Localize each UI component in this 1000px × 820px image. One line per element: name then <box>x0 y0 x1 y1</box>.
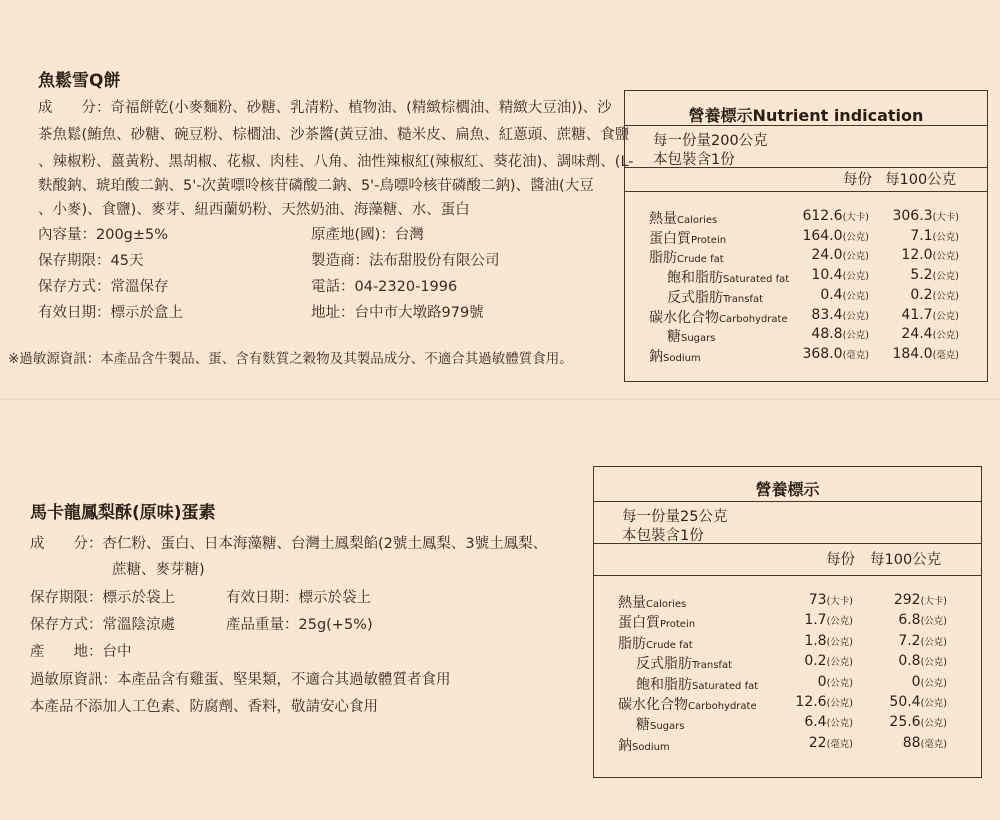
per-serving-value <box>811 326 869 342</box>
nutrient-unit: (公克) <box>826 657 853 669</box>
nutrient-unit: (公克) <box>826 636 853 648</box>
servings-per-package: 本包裝含1份 <box>653 152 735 168</box>
nutrient-name-en: Calories <box>677 215 718 226</box>
per-100g-value <box>910 267 959 283</box>
per-100g-value <box>889 694 947 710</box>
product1-ingredients-line: 成 分：奇福餅乾(小麥麵粉、砂糖、乳清粉、植物油、(精緻棕櫚油、精緻大豆油))、沙 <box>38 100 612 116</box>
product2-ingredients-line: 蔗糖、麥芽糖) <box>112 562 205 578</box>
nutrient-unit: (公克) <box>842 251 869 263</box>
nutrient-unit: (公克) <box>932 271 959 283</box>
nutrient-name-zh: 脂肪 <box>649 250 677 267</box>
product1-title: 魚鬆雪Q餅 <box>38 71 121 91</box>
nutrient-value: 0.8 <box>898 653 921 670</box>
nutrient-unit: (公克) <box>842 330 869 342</box>
nutrient-unit: (公克) <box>842 231 869 243</box>
nutrient-value: 73 <box>808 592 827 608</box>
nutrient-unit: (公克) <box>920 698 947 709</box>
nutrient-name-zh: 飽和脂肪 <box>636 676 692 693</box>
nutrient-unit: (公克) <box>920 616 947 628</box>
nutrient-name <box>618 592 686 612</box>
nutrient-name <box>649 208 717 228</box>
product1-ingredients-line: 、小麥)、食鹽)、麥芽、紐西蘭奶粉、天然奶油、海藻糖、水、蛋白 <box>38 202 470 218</box>
nutrition-rule <box>594 543 981 544</box>
nutrient-value: 50.4 <box>889 694 921 710</box>
nutrient-value: 12.0 <box>901 247 933 264</box>
nutrient-value: 0 <box>817 673 827 690</box>
nutrient-value: 1.8 <box>804 632 827 649</box>
per-serving-value <box>818 674 853 690</box>
nutrition-row <box>625 346 987 367</box>
nutrient-name <box>667 267 789 287</box>
product1-storage: 保存方式：常溫保存 <box>38 279 169 295</box>
per-serving-value <box>809 735 853 751</box>
product1-address: 地址：台中市大墩路979號 <box>311 305 484 321</box>
nutrient-unit: (毫克) <box>932 349 959 361</box>
nutrient-value: 24.0 <box>811 247 843 264</box>
nutrient-name-zh: 碳水化合物 <box>618 697 688 713</box>
nutrient-value: 7.1 <box>910 227 933 244</box>
product1-ingredients-line: 、辣椒粉、薑黃粉、黑胡椒、花椒、肉桂、八角、油性辣椒紅(辣椒紅、葵花油)、調味劑、(L- <box>38 154 634 170</box>
nutrition-row <box>594 735 981 756</box>
nutrient-name-zh: 鈉 <box>649 348 663 365</box>
product1-manufacturer: 製造商：法布甜股份有限公司 <box>311 253 500 269</box>
per-serving-value <box>809 592 853 608</box>
nutrient-name-zh: 糖 <box>636 717 650 734</box>
nutrient-unit: (毫克) <box>826 738 853 750</box>
nutrition-row <box>594 592 981 613</box>
nutrient-name-zh: 熱量 <box>618 595 646 611</box>
nutrient-name-en: Sodium <box>663 352 701 364</box>
nutrient-name-zh: 碳水化合物 <box>649 309 719 326</box>
product1-net-content: 內容量：200g±5% <box>38 227 169 243</box>
nutrition-row <box>594 714 981 735</box>
nutrient-unit: (公克) <box>932 290 959 302</box>
nutrient-name-en: Saturated fat <box>723 274 790 286</box>
product2-nutrition-table <box>593 466 982 778</box>
per-serving-value <box>811 247 869 263</box>
nutrient-unit: (公克) <box>826 718 853 730</box>
nutrient-value: 0.2 <box>804 653 827 670</box>
per-100g-value <box>898 633 947 649</box>
nutrient-name-zh: 飽和脂肪 <box>667 270 723 287</box>
per-100g-value <box>898 612 947 628</box>
nutrient-unit: (公克) <box>826 677 853 689</box>
per-serving-value <box>811 307 869 323</box>
nutrient-value: 12.6 <box>795 694 827 710</box>
nutrient-name <box>618 735 670 755</box>
nutrient-value: 83.4 <box>811 306 843 323</box>
nutrient-value: 10.4 <box>811 267 843 284</box>
nutrition-row <box>625 287 987 308</box>
nutrient-unit: (大卡) <box>842 212 869 223</box>
nutrient-name-zh: 熱量 <box>649 211 677 227</box>
nutrient-value: 6.8 <box>898 612 921 629</box>
nutrient-value: 292 <box>893 592 921 608</box>
nutrient-value: 612.6 <box>802 208 843 224</box>
nutrient-name <box>636 714 684 734</box>
nutrient-name-en: Carbohydrate <box>719 313 788 325</box>
nutrient-unit: (公克) <box>842 271 869 283</box>
nutrient-name <box>667 287 763 307</box>
nutrient-unit: (公克) <box>932 330 959 342</box>
nutrient-name <box>649 307 788 327</box>
nutrient-name-zh: 反式脂肪 <box>636 656 692 673</box>
nutrient-value: 306.3 <box>892 208 933 224</box>
product2-storage: 保存方式：常溫陰涼處 <box>30 617 175 633</box>
nutrient-name-zh: 鈉 <box>618 737 632 754</box>
per-100g-value <box>903 735 947 751</box>
nutrition-row <box>594 674 981 695</box>
nutrient-name-zh: 反式脂肪 <box>667 289 723 306</box>
per-serving-value <box>802 228 869 244</box>
nutrition-title: 營養標示 <box>755 480 820 499</box>
nutrition-rule <box>594 501 981 502</box>
per-serving-value <box>804 653 853 669</box>
nutrition-row <box>625 247 987 268</box>
nutrient-value: 164.0 <box>802 227 843 244</box>
nutrient-name <box>649 346 701 366</box>
nutrient-value: 25.6 <box>889 714 921 731</box>
nutrient-name <box>636 653 732 673</box>
per-100g-value <box>910 287 959 303</box>
nutrition-row <box>625 267 987 288</box>
nutrient-name-en: Transfat <box>692 660 732 672</box>
nutrient-value: 88 <box>902 734 921 751</box>
per-serving-header: 每份 <box>843 172 872 188</box>
nutrient-name-en: Carbohydrate <box>688 701 757 712</box>
nutrient-unit: (大卡) <box>932 212 959 223</box>
per-serving-header: 每份 <box>826 552 855 568</box>
nutrient-name-en: Sugars <box>650 721 685 733</box>
nutrient-value: 0 <box>911 673 921 690</box>
nutrition-row <box>594 653 981 674</box>
nutrient-value: 1.7 <box>804 612 827 629</box>
nutrition-row <box>625 326 987 347</box>
nutrient-unit: (公克) <box>920 636 947 648</box>
nutrient-value: 184.0 <box>892 345 933 362</box>
nutrient-value: 7.2 <box>898 632 921 649</box>
nutrient-unit: (公克) <box>826 698 853 709</box>
nutrient-name-en: Protein <box>691 234 727 246</box>
per-100g-value <box>912 674 947 690</box>
per-serving-value <box>795 694 853 710</box>
nutrient-unit: (公克) <box>920 718 947 730</box>
nutrient-name-en: Protein <box>660 619 696 631</box>
per-100g-header: 每100公克 <box>870 552 942 568</box>
per-100g-value <box>901 326 959 342</box>
nutrient-name-zh: 蛋白質 <box>649 230 691 247</box>
nutrient-name-zh: 蛋白質 <box>618 615 660 632</box>
per-serving-value <box>820 287 869 303</box>
nutrient-unit: (公克) <box>932 251 959 263</box>
nutrient-name <box>636 674 758 694</box>
nutrition-row <box>625 307 987 328</box>
product1-phone: 電話：04-2320-1996 <box>311 279 458 295</box>
nutrient-name-zh: 糖 <box>667 329 681 346</box>
product2-ingredients-line: 成 分：杏仁粉、蛋白、日本海藻糖、台灣土鳳梨餡(2號土鳳梨、3號土鳳梨、 <box>30 536 548 552</box>
nutrient-name-en: Crude fat <box>677 254 724 266</box>
nutrient-value: 0.4 <box>820 286 843 303</box>
serving-size: 每一份量200公克 <box>653 133 768 149</box>
nutrient-unit: (公克) <box>842 310 869 322</box>
nutrient-value: 48.8 <box>811 326 843 343</box>
nutrient-name-en: Transfat <box>723 293 763 305</box>
nutrient-value: 24.4 <box>901 326 933 343</box>
nutrition-row <box>594 612 981 633</box>
nutrition-row <box>594 633 981 654</box>
nutrient-name-en: Calories <box>646 599 687 610</box>
product2-expiry: 有效日期：標示於袋上 <box>226 590 371 606</box>
nutrient-unit: (大卡) <box>826 596 853 607</box>
nutrition-rule <box>625 191 987 192</box>
nutrient-unit: (公克) <box>932 231 959 243</box>
nutrient-name <box>649 247 724 267</box>
per-serving-value <box>802 208 869 224</box>
per-100g-value <box>901 247 959 263</box>
nutrient-value: 41.7 <box>901 306 933 323</box>
per-100g-value <box>901 307 959 323</box>
product2-weight: 產品重量：25g(+5%) <box>226 617 373 633</box>
product1-expiry: 有效日期：標示於盒上 <box>38 305 183 321</box>
per-serving-value <box>804 612 853 628</box>
nutrient-name <box>618 633 693 653</box>
nutrient-value: 368.0 <box>802 345 843 362</box>
servings-per-package: 本包裝含1份 <box>622 528 704 544</box>
nutrient-unit: (大卡) <box>920 596 947 607</box>
nutrient-name <box>618 694 757 714</box>
product2-origin: 產 地：台中 <box>30 644 132 660</box>
nutrition-title: 營養標示Nutrient indication <box>688 106 924 125</box>
per-100g-value <box>898 653 947 669</box>
nutrient-unit: (公克) <box>826 616 853 628</box>
product1-nutrition-table <box>624 90 988 382</box>
nutrition-row <box>625 228 987 249</box>
per-serving-value <box>802 346 869 362</box>
nutrient-name <box>649 228 726 248</box>
nutrient-name-en: Saturated fat <box>692 680 759 692</box>
product1-shelf-life: 保存期限：45天 <box>38 253 144 269</box>
product2-title: 馬卡龍鳳梨酥(原味)蛋素 <box>30 503 216 523</box>
product1-ingredients-line: 茶魚鬆(鮪魚、砂糖、碗豆粉、棕櫚油、沙茶醬(黃豆油、糙米皮、扁魚、紅蔥頭、蔗糖、食鹽 <box>38 127 630 143</box>
nutrient-unit: (毫克) <box>920 738 947 750</box>
nutrient-value: 0.2 <box>910 286 933 303</box>
nutrition-row <box>625 208 987 229</box>
nutrient-name-en: Sodium <box>632 741 670 753</box>
product2-shelf-life: 保存期限：標示於袋上 <box>30 590 175 606</box>
product2-allergen: 過敏原資訊：本產品含有雞蛋、堅果類，不適合其過敏體質者食用 <box>30 672 451 688</box>
nutrient-name-en: Sugars <box>681 333 716 345</box>
per-serving-value <box>804 714 853 730</box>
nutrition-rule <box>625 125 987 126</box>
nutrient-name-en: Crude fat <box>646 639 693 651</box>
per-100g-value <box>910 228 959 244</box>
nutrient-unit: (公克) <box>932 310 959 322</box>
product2-note: 本產品不添加人工色素、防腐劑、香料，敬請安心食用 <box>30 699 378 715</box>
per-100g-value <box>889 714 947 730</box>
nutrition-rule <box>594 575 981 576</box>
serving-size: 每一份量25公克 <box>622 509 728 525</box>
nutrition-row <box>594 694 981 715</box>
product1-ingredients-line: 麩酸鈉、琥珀酸二鈉、5'-次黃嘌呤核苷磷酸二鈉、5'-鳥嘌呤核苷磷酸二鈉)、醬油(大豆 <box>38 178 594 194</box>
nutrient-unit: (公克) <box>920 677 947 689</box>
per-100g-value <box>892 346 959 362</box>
per-100g-value <box>892 208 959 224</box>
nutrient-value: 5.2 <box>910 267 933 284</box>
nutrient-unit: (公克) <box>920 657 947 669</box>
per-serving-value <box>811 267 869 283</box>
product1-origin: 原產地(國)：台灣 <box>311 227 424 243</box>
product1-allergen: ※過敏源資訊：本產品含牛製品、蛋、含有麩質之穀物及其製品成分、不適合其過敏體質食用。 <box>8 351 573 367</box>
nutrient-value: 6.4 <box>804 714 827 731</box>
per-100g-header: 每100公克 <box>885 172 957 188</box>
nutrient-name-zh: 脂肪 <box>618 635 646 652</box>
per-100g-value <box>894 592 947 608</box>
nutrient-name <box>618 612 695 632</box>
nutrient-unit: (毫克) <box>842 349 869 361</box>
per-serving-value <box>804 633 853 649</box>
nutrient-unit: (公克) <box>842 290 869 302</box>
section-divider <box>0 398 1000 400</box>
nutrient-value: 22 <box>808 734 827 751</box>
nutrient-name <box>667 326 715 346</box>
